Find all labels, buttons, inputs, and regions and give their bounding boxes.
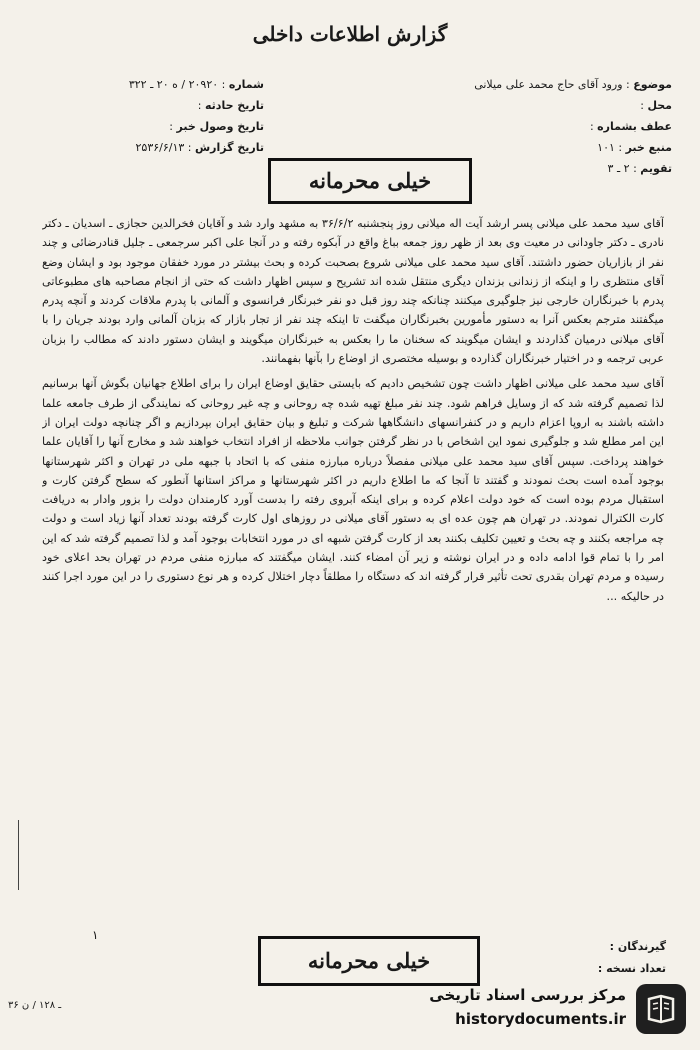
margin-note-line xyxy=(6,820,19,890)
meta-number-row: شماره : ۲۰۹۲۰ / ه ۲۰ ـ ۳۲۲ xyxy=(128,78,264,91)
watermark-name: مرکز بررسی اسناد تاریخی xyxy=(429,986,626,1004)
body-paragraph: آقای سید محمد علی میلانی پسر ارشد آیت اله میلانی روز پنجشنبه ۳۶/۶/۲ به مشهد وارد شد و آقایان فخرالدین حجازی ـ اسدیان ـ دکتر نادری ـ دکتر جاودانی در معیت وی بعد از ظهر روز جمعه بباغ واقع در آبکوه رفته و در آنجا علی اکبر سرجمعی ـ جلیل قنادرضائی و چند نفر از بازاریان حضور داشتند. آقای سید محمد علی میلانی شروع بصحبت کرده و بحث بیشتر در مورد خفقان موجود بود و ایشان وضع آقای منتظری را و اینکه از زندانی بزندان دیگری منتقل شده اند تشریح و سپس اظهار داشت که حتی از انجام مصاحبه های مطبوعاتی پدرم با خبرنگاران خارجی نیز جلوگیری میکنند چنانکه چند روز قبل دو نفر خبرنگار فرانسوی و آلمانی با پدرم ملاقات کردند و آنچه پدرم میگفتند مترجم بعکس آنرا به دستور مأمورین بخبرنگاران میگفت تا اینکه چند نفر از تجار بازار که بزبان آلمانی وارد بودند جریان را با آقای میلانی درمیان گذاردند و ایشان میگویند که سخنان ما را بعکس به خبرنگاران میگویند و ایشان دستور دادند که مطالب را بزبان عربی ترجمه و در اختیار خبرنگاران گذارده و بوسیله مختصری از اوضاع را بآنها بفهمانند. xyxy=(42,217,664,366)
page-title: گزارش اطلاعات داخلی xyxy=(252,22,448,46)
copies-row: تعداد نسخه : xyxy=(597,962,666,975)
body-paragraph: آقای سید محمد علی میلانی اظهار داشت چون تشخیص دادیم که بایستی حقایق اوضاع ایران را برای اطلاع جهانیان بگوش آنها برسانیم لذا تصمیم گرفته شد که از وسایل فراهم شود. چند نفر مبلغ تهیه شده چه روحانی و چه غیر روحانی که نمایندگی از طرف جامعه علما داشته باشند به اروپا اعزام داریم و در کنفرانسهای دانشگاهها شرکت و تبلیغ و بیان حقایق ایران بپردازیم و اگر چنانچه دولت ایران از این امر مطلع شد و جلوگیری نمود این اشخاص با در نظر گرفتن جوانب ملاحظه از افراد انتخاب خواهند شد و مخارج آنها را آقایان علما خواهند پرداخت. سپس آقای سید محمد علی میلانی مفصلاً درباره مبارزه منفی که با اتحاد با جبهه ملی در تهران و اکثر شهرستانها بوجود آمده است بحث نمودند و گفتند تا آنجا که ما اطلاع داریم در اکثر شهرستانها و مراکز استانها آنطور که سطح گرفتن کارت و استقبال مردم بوده است که خود دولت اعلام کرده و برای اینکه آبروی رفته را بدست آورد کارمندان دولت را بزور وادار به دریافت کارت الکترال نمودند. در تهران هم چون عده ای به دستور آقای میلانی در روزهای اول کارت گرفته بودند تعداد آنها زیاد است و دولت چه مراجعه بکنند و چه بحث و تعیین تکلیف بکنند بعد از کارت گرفتن شبهه ای در مورد انتخابات بوجود آمد و لذا تصمیم گرفته شد که این امر را با تمام قوا ادامه داده و در ایران نوشته و زیر آن امضاء کنند. ایشان میگفتند که مبارزه منفی مردم در تهران بحد اعلای خود رسیده و مردم تهران بقدری تحت تأثیر قرار گرفته اند که دستگاه را مطلقاً دچار اختلال کرده و هر نوع دستوری را در این مورد اجرا کنند در حالیکه ... xyxy=(42,377,664,603)
meta-left-block xyxy=(24,78,264,162)
meta-place-row: محل : xyxy=(640,99,672,112)
report-body xyxy=(42,214,664,928)
watermark-url: historydocuments.ir xyxy=(455,1010,626,1028)
book-scroll-icon xyxy=(636,984,686,1034)
meta-incident-date-row: تاریخ حادثه : xyxy=(197,99,264,112)
confidential-stamp: خیلی محرمانه xyxy=(268,158,472,204)
watermark xyxy=(416,980,686,1036)
meta-received-date-row: تاریخ وصول خبر : xyxy=(169,120,264,133)
meta-subject-row: موضوع : ورود آقای حاج محمد علی میلانی xyxy=(474,78,672,91)
meta-reference-row: عطف بشماره : xyxy=(589,120,672,133)
recipients-block xyxy=(486,940,666,984)
tick-mark: ۱ xyxy=(92,928,99,942)
recipients-row: گیرندگان : xyxy=(609,940,666,953)
confidential-stamp-bottom: خیلی محرمانه xyxy=(258,936,480,986)
meta-report-date-row: تاریخ گزارش : ۲۵۳۶/۶/۱۳ xyxy=(135,141,264,154)
form-number: ۳۶ ـ ۱۲۸ / ن xyxy=(8,1000,62,1011)
meta-evaluation-row: تقویم : ۲ ـ ۳ xyxy=(607,162,672,175)
meta-source-row: منبع خبر : ۱۰۱ xyxy=(597,141,672,154)
